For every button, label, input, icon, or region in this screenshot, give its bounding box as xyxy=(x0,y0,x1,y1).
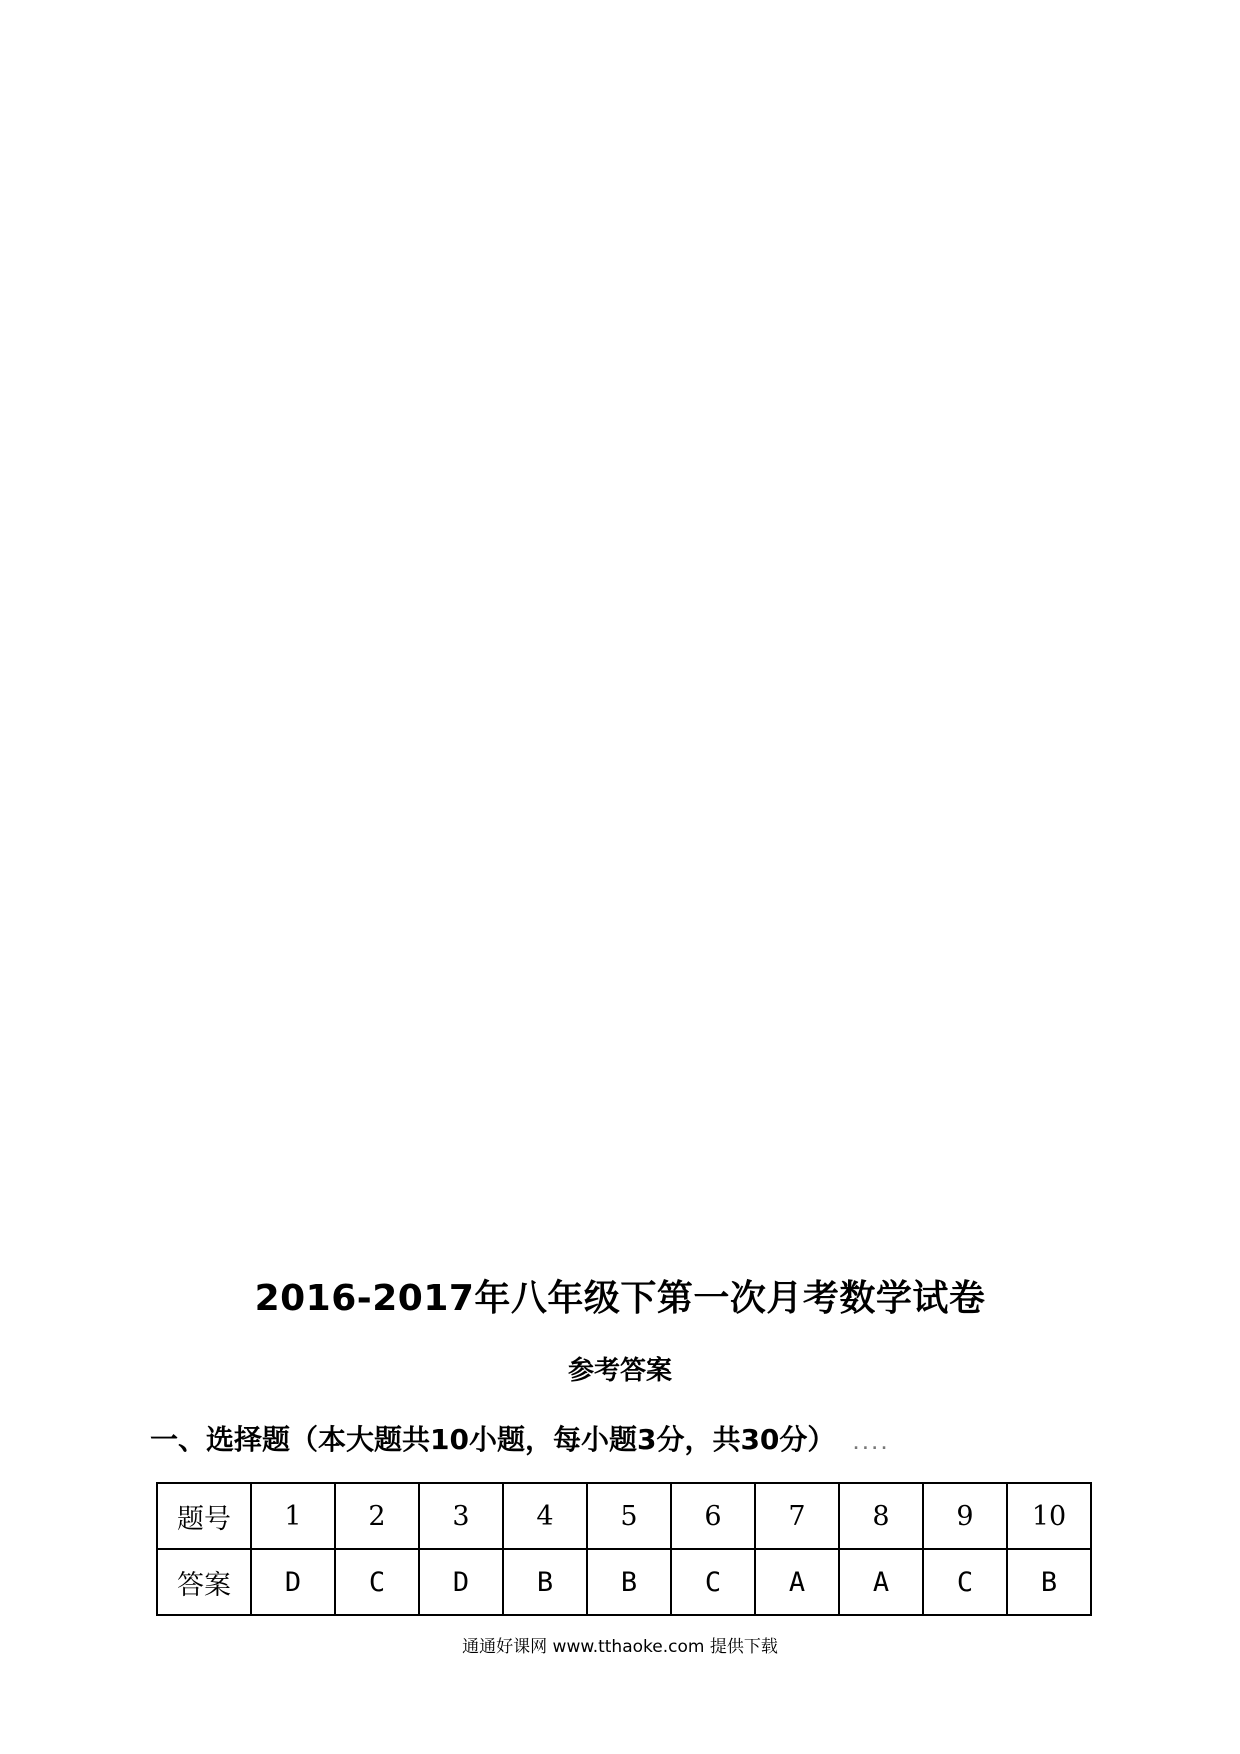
question-number-cell: 5 xyxy=(587,1483,671,1549)
question-number-cell: 2 xyxy=(335,1483,419,1549)
answer-cell: B xyxy=(1007,1549,1091,1615)
answer-cell: D xyxy=(251,1549,335,1615)
answer-cell: D xyxy=(419,1549,503,1615)
answer-cell: C xyxy=(335,1549,419,1615)
question-number-cell: 7 xyxy=(755,1483,839,1549)
answer-table xyxy=(156,1482,1092,1616)
question-number-cell: 10 xyxy=(1007,1483,1091,1549)
answer-row xyxy=(157,1549,1091,1615)
section-heading-dots: .... xyxy=(853,1437,891,1453)
document-title: 2016-2017年八年级下第一次月考数学试卷 xyxy=(254,1278,986,1319)
section-heading-text: 一、选择题（本大题共10小题，每小题3分，共30分） xyxy=(150,1423,836,1456)
answer-cell: B xyxy=(503,1549,587,1615)
question-number-cell: 3 xyxy=(419,1483,503,1549)
answer-cell: A xyxy=(839,1549,923,1615)
question-number-cell: 1 xyxy=(251,1483,335,1549)
question-number-cell: 6 xyxy=(671,1483,755,1549)
answer-label: 答案 xyxy=(157,1549,251,1615)
document-subtitle: 参考答案 xyxy=(567,1356,672,1386)
answer-cell: C xyxy=(671,1549,755,1615)
answer-cell: A xyxy=(755,1549,839,1615)
question-number-label: 题号 xyxy=(157,1483,251,1549)
section-heading xyxy=(150,1418,891,1458)
answer-cell: B xyxy=(587,1549,671,1615)
question-number-cell: 9 xyxy=(923,1483,1007,1549)
question-number-cell: 4 xyxy=(503,1483,587,1549)
question-number-cell: 8 xyxy=(839,1483,923,1549)
question-number-row xyxy=(157,1483,1091,1549)
page-footer: 通通好课网 www.tthaoke.com 提供下载 xyxy=(462,1637,778,1657)
answer-cell: C xyxy=(923,1549,1007,1615)
